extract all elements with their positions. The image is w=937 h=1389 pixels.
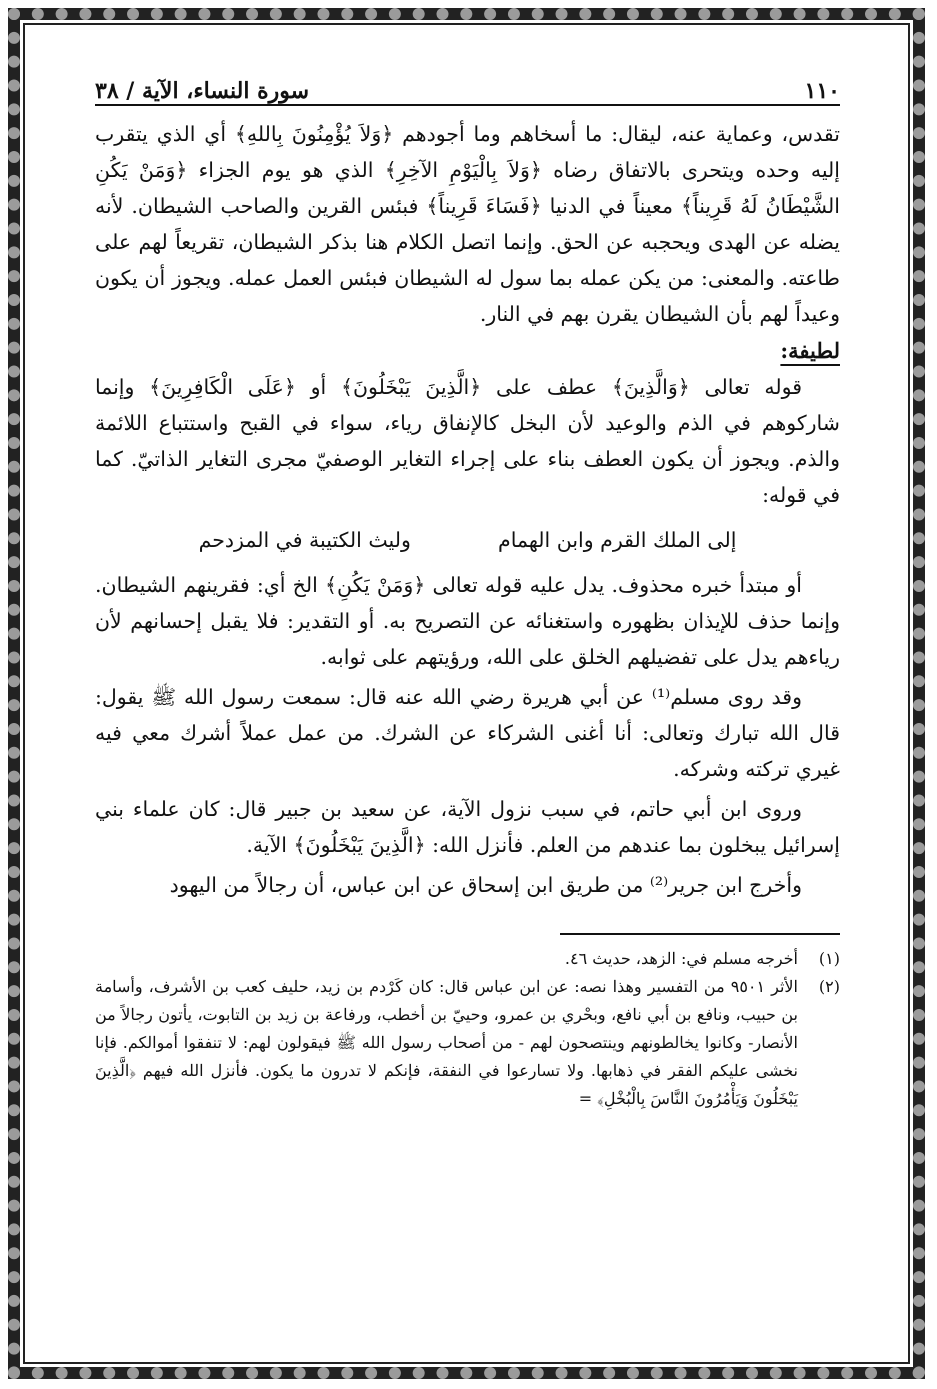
poetry-verse — [95, 517, 840, 567]
paragraph-4: وقد روى مسلم⁽¹⁾ عن أبي هريرة رضي الله عنه قال: سمعت رسول الله ﷺ يقول: قال الله تبارك وتعالى: أنا أغنى الشركاء عن الشرك. من عمل عملاً أشرك معي فيه غيري تركته وشركه. — [95, 685, 840, 781]
footnote-text: الأثر ٩٥٠١ من التفسير وهذا نصه: عن ابن عباس قال: كان كَرْدم بن زيد، حليف كعب بن الأشرف، وأسامة بن حبيب، ونافع بن أبي نافع، وبحْري بن عمرو، وحييّ بن أخطب، ورفاعة بن زيد بن التابوت، يأتون رجالاً من الأنصار- وكانوا يخالطونهم وينتصحون لهم - من أصحاب رسول الله ﷺ فيقولون لهم: لا تنفقوا أموالكم. فإنا نخشى عليكم الفقر في ذهابها. ولا تسارعوا في النفقة، فإنكم لا تدرون ما يكون. فأنزل الله فيهم ﴿الَّذِينَ يَبْخَلُونَ وَيَأْمُرُونَ النَّاسَ بِالْبُخْلِ﴾ = — [95, 977, 798, 1108]
paragraph-5: وروى ابن أبي حاتم، في سبب نزول الآية، عن سعيد بن جبير قال: كان علماء بني إسرائيل يبخلون بما عندهم من العلم. فأنزل الله: ﴿الَّذِينَ يَبْخَلُونَ﴾ الآية. — [95, 797, 840, 857]
running-title: سورة النساء، الآية / ٣٨ — [95, 78, 310, 104]
paragraph-1: تقدس، وعماية عنه، ليقال: ما أسخاهم وما أجودهم ﴿وَلاَ يُؤْمِنُونَ بِاللهِ﴾ أي الذي يتقرب إليه وحده ويتحرى بالاتفاق رضاه ﴿وَلاَ بِالْيَوْمِ الآخِرِ﴾ الذي هو يوم الجزاء ﴿وَمَنْ يَكُنِ الشَّيْطَانُ لَهُ قَرِيناً﴾ معيناً في الدنيا ﴿فَسَاءَ قَرِيناً﴾ فبئس القرين والصاحب الشيطان. لأنه يضله عن الهدى ويحجبه عن الحق. وإنما اتصل الكلام هنا بذكر الشيطان، تقريعاً لهم على طاعته. والمعنى: من يكن عمله بما سول له الشيطان فبئس العمل عمله. ويجوز أن يكون وعيداً لهم بأن الشيطان يقرن بهم في النار. — [95, 122, 840, 326]
footnote-1 — [95, 945, 840, 973]
footnote-separator — [560, 933, 840, 935]
section-heading: لطيفة: — [780, 338, 840, 363]
paragraph-2: قوله تعالى ﴿وَالَّذِينَ﴾ عطف على ﴿الَّذِينَ يَبْخَلُونَ﴾ أو ﴿عَلَى الْكَافِرِينَ﴾ وإنما شاركوهم في الذم والوعيد لأن البخل كالإنفاق رياء، سواء في القبح واستتباع اللائمة والذم. ويجوز أن يكون العطف بناء على إجراء التغاير الوصفيّ مجرى التغاير الذاتيّ. كما في قوله: — [95, 375, 840, 507]
page-number: ١١٠ — [804, 78, 840, 104]
paragraph-6: وأخرج ابن جرير⁽²⁾ من طريق ابن إسحاق عن ابن عباس، أن رجالاً من اليهود — [169, 873, 802, 897]
paragraph-3: أو مبتدأ خبره محذوف. يدل عليه قوله تعالى ﴿وَمَنْ يَكُنِ﴾ الخ أي: فقرينهم الشيطان. وإنما حذف للإيذان بظهوره واستغنائه عن التصريح به. أو التقدير: فلا يقبل إحسانهم لأن رياءهم يدل على تفضيلهم الخلق على الله، ورؤيتهم على ثوابه. — [95, 573, 840, 669]
verse-second-hemistich: وليث الكتيبة في المزدحم — [198, 528, 411, 552]
page-content — [95, 70, 840, 1320]
running-header — [95, 70, 840, 106]
footnote-text: أخرجه مسلم في: الزهد، حديث ٤٦. — [564, 949, 798, 968]
verse-first-hemistich: إلى الملك القرم وابن الهمام — [498, 528, 737, 552]
footnote-number: (٢) — [818, 977, 840, 996]
footnote-number: (١) — [818, 949, 840, 968]
footnote-2 — [95, 973, 840, 1113]
